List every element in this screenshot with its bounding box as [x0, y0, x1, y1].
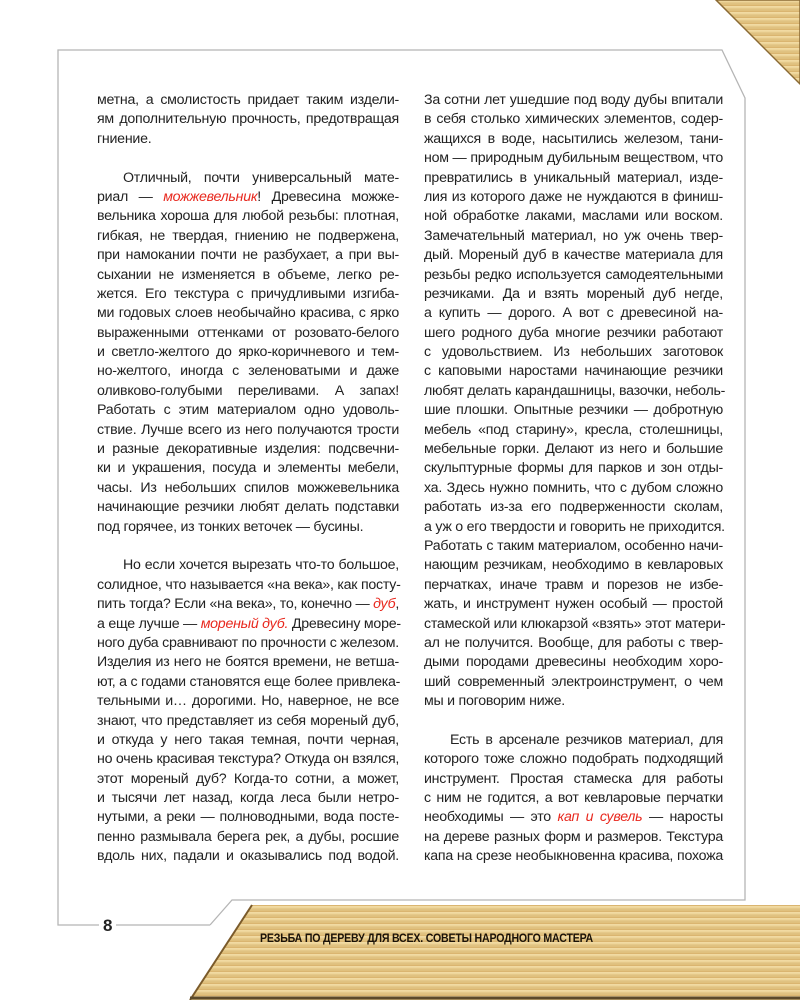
paragraph: [97, 91, 399, 149]
text-segment: необходимы — это: [424, 809, 558, 826]
text-line: шего родного дуба многие резчики работают: [424, 324, 723, 341]
text-line: жащихся в воде, насытились железом, тани-: [424, 130, 723, 147]
text-line: любят делать карандашницы, вазочки, неболь-: [424, 382, 726, 399]
text-line: и тысячи лет назад, когда леса были нетро-: [97, 790, 399, 807]
text-line: но очень красивая текстура? Откуда он взялся,: [97, 751, 400, 768]
text-line: часы. Из небольших спилов можжевельника: [97, 479, 399, 496]
text-line: дый. Мореный дуб в качестве материала для: [424, 247, 723, 264]
text-line: мебельные горки. Делают из него и большие: [424, 441, 723, 458]
wood-footer-banner: [190, 905, 800, 1000]
text-line: начинающие резчики любят делать подставки: [97, 499, 399, 516]
text-column-right: [424, 91, 726, 886]
text-line: тельными и… дорогими. Но, наверное, не все: [97, 693, 399, 710]
highlighted-term: дуб: [373, 596, 396, 613]
page-number: 8: [99, 916, 116, 936]
text-line: ной обработке лаками, маслами или воском.: [424, 208, 723, 225]
text-line: в себя столько химических элементов, содер-: [424, 111, 723, 128]
text-line: ям дополнительную прочность, предотвращая: [97, 111, 399, 128]
text-segment: а еще лучше —: [97, 615, 201, 632]
text-line: Работать с таким материалом, особенно начи-: [424, 537, 723, 554]
text-line: жется. Его текстура с причудливыми изгиба-: [97, 285, 399, 302]
text-line: на дереве разных форм и размеров. Текстура: [424, 828, 723, 845]
text-line: [97, 188, 399, 207]
text-line: гниение.: [97, 130, 152, 147]
text-line: которого тоже сложно подобрать подходящий: [424, 751, 723, 768]
text-line: а уж о его твердости и говорить не приходится.: [424, 518, 725, 535]
text-line: знают, что представляет из себя мореный дуб,: [97, 712, 399, 729]
text-line: этот мореный дуб? Когда-то сотни, а может,: [97, 770, 399, 787]
text-line: пенно размывала берега рек, а дубы, росшие: [97, 828, 399, 845]
text-segment: ! Древесина можже-: [257, 188, 399, 205]
running-title: РЕЗЬБА ПО ДЕРЕВУ ДЛЯ ВСЕХ. СОВЕТЫ НАРОДНОГО МАСТЕРА: [260, 933, 594, 945]
text-line: ший современный электроинструмент, о чем: [424, 673, 723, 690]
text-line: нутыми, а реки — полноводными, вода посте-: [97, 809, 399, 826]
text-line: мы и поговорим ниже.: [424, 693, 565, 710]
text-line: лия из которого даже не нуждаются в финиш-: [424, 188, 723, 205]
text-line: Отличный, почти универсальный мате-: [123, 169, 399, 186]
text-line: оливково-голубыми переливами. А запах!: [97, 382, 399, 399]
text-line: нающим резчикам, необходимо в кевларовых: [424, 557, 723, 574]
text-line: и светло-желтого до ярко-коричневого и тем-: [97, 344, 399, 361]
text-line: ха. Здесь нужно помнить, что с дубом сложно: [424, 479, 723, 496]
text-segment: риал —: [97, 188, 164, 205]
text-line: ми годовых слоев необычайно красива, с ярко: [97, 305, 399, 322]
text-segment: Древесину море-: [288, 615, 401, 632]
text-line: стамеской или клюкарзой «взять» этот матери-: [424, 615, 726, 632]
text-segment: пить тогда? Если «на века», то, конечно —: [97, 596, 374, 613]
text-line: гибкая, не твердая, гниению не подвержена,: [97, 227, 399, 244]
text-line: а купить — дорого. А вот с древесиной на-: [424, 305, 723, 322]
text-line: под горячее, из тонких веточек — бусины.: [97, 518, 364, 535]
text-line: [97, 595, 399, 614]
text-line: работать из-за его подверженности сколам,: [424, 499, 723, 516]
paragraph: [424, 731, 723, 867]
highlighted-term: можжевельник: [163, 188, 258, 205]
text-line: при намокании почти не разбухает, а при вы-: [97, 247, 399, 264]
text-line: ют, а с годами становятся еще более привлека-: [97, 673, 401, 690]
text-line: дыми породами древесины необходим хоро-: [424, 654, 723, 671]
text-line: инструмент. Простая стамеска для работы: [424, 770, 723, 787]
text-line: вдоль них, падали и оказывались под водой.: [97, 848, 399, 865]
text-line: Есть в арсенале резчиков материал, для: [450, 731, 723, 748]
text-line: резчиками. Да и взять мореный дуб негде,: [424, 285, 723, 302]
text-line: и разные декоративные изделия: подсвечни-: [97, 441, 399, 458]
text-line: Изделия из него не боятся времени, не ветша-: [97, 654, 399, 671]
paragraph: [424, 91, 726, 712]
text-line: сыхании не изменяется в объеме, легко ре-: [97, 266, 399, 283]
text-line: выраженными оттенками от розовато-белого: [97, 324, 399, 341]
text-line: перчатках, иначе травм и порезов не избе-: [424, 576, 723, 593]
text-line: капа на срезе необыкновенна красива, похожа: [424, 848, 723, 865]
paragraph: [97, 556, 399, 866]
text-line: ал не получится. Вообще, для работы с твер-: [424, 634, 723, 651]
wood-corner-decoration: [716, 0, 800, 84]
text-line: с ним не годится, а вот кевларовые перчатки: [424, 790, 723, 807]
text-line: но-желтого, иногда с зеленоватыми и даже: [97, 363, 399, 380]
text-line: ного дуба сравнивают по прочности с железом.: [97, 634, 399, 651]
text-line: вельника хороша для любой резьбы: плотная,: [97, 208, 399, 225]
text-line: превратились в уникальный материал, изде-: [424, 169, 723, 186]
text-line: с удовольствием. Из небольших заготовок: [424, 344, 723, 361]
text-line: солидное, что называется «на века», как посту-: [97, 576, 401, 593]
text-line: ствие. Лучше всего из него получаются трости: [97, 421, 399, 438]
paragraph: [97, 169, 399, 537]
highlighted-term: мореный дуб.: [200, 615, 289, 632]
text-line: метна, а смолистость придает таким издели-: [97, 92, 399, 108]
text-segment: ,: [395, 596, 400, 613]
text-line: Но если хочется вырезать что-то большое,: [123, 557, 399, 574]
text-line: [97, 615, 399, 634]
text-line: шие плошки. Опытные резчики — добротную: [424, 402, 723, 419]
highlighted-term: кап и сувель: [557, 809, 643, 826]
text-column-left: [97, 91, 399, 886]
text-line: Работать с этим материалом одно удоволь-: [97, 402, 399, 419]
text-segment: — наросты: [642, 809, 724, 826]
text-line: [424, 808, 723, 827]
text-line: с каповыми наростами начинающие резчики: [424, 363, 723, 380]
text-line: и откуда у него такая темная, почти черная,: [97, 731, 399, 748]
text-line: мебель «под старину», кресла, столешницы,: [424, 421, 723, 438]
text-line: За сотни лет ушедшие под воду дубы впитали: [424, 92, 723, 108]
text-line: ном — природным дубильным веществом, что: [424, 150, 723, 167]
text-line: жать, и инструмент нужен особый — простой: [424, 596, 723, 613]
text-line: резьбы редко используется самодеятельными: [424, 266, 723, 283]
text-line: скульптурные формы для парков и зон отды-: [424, 460, 723, 477]
text-line: ки и украшения, посуда и элементы мебели,: [97, 460, 399, 477]
text-line: Замечательный материал, но уж очень твер-: [424, 227, 723, 244]
